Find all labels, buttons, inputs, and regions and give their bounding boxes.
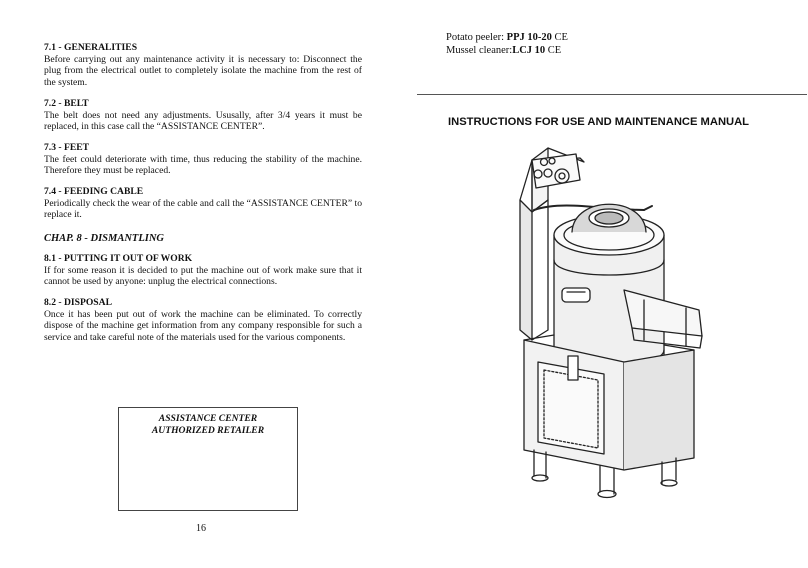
model-suffix: CE: [547, 44, 562, 56]
assistance-center-label: ASSISTANCE CENTER: [158, 413, 258, 424]
potato-peeler-illustration: [504, 140, 714, 510]
model-row: [446, 45, 568, 58]
assistance-center-box: [118, 407, 298, 511]
section-8-2: [44, 297, 362, 343]
section-heading: 7.3 - FEET: [44, 142, 90, 153]
section-8-1: [44, 253, 362, 288]
section-heading: 7.4 - FEEDING CABLE: [44, 186, 144, 197]
section-body: Before carrying out any maintenance activity it is necessary to: Disconnect the plug from the electrical outlet to completely isolate the machine from the rest of the system.: [44, 53, 362, 88]
authorized-retailer-label: AUTHORIZED RETAILER: [151, 424, 265, 436]
page-number: 16: [196, 523, 206, 534]
section-7-2: [44, 98, 362, 133]
model-list: [446, 32, 568, 57]
section-heading: 7.1 - GENERALITIES: [44, 42, 138, 53]
section-body: If for some reason it is decided to put the machine out of work make sure that it cannot be used by anyone: unplug the electrical connections.: [44, 264, 362, 288]
chapter-title: CHAP. 8 - DISMANTLING: [44, 233, 164, 244]
section-7-1: [44, 42, 362, 88]
model-label: Potato peeler:: [446, 32, 505, 43]
model-code: PPJ 10-20: [506, 32, 552, 43]
section-body: Once it has been put out of work the machine can be eliminated. To correctly dispose of the machine get information from any company responsible for such a service and take careful note of the materials used for the various components.: [44, 308, 362, 343]
header-divider: [417, 94, 807, 95]
section-heading: 8.2 - DISPOSAL: [44, 297, 112, 308]
model-label: Mussel cleaner:: [446, 44, 513, 56]
section-heading: 7.2 - BELT: [44, 98, 89, 109]
manual-title: INSTRUCTIONS FOR USE AND MAINTENANCE MANUAL: [448, 116, 750, 128]
model-suffix: CE: [554, 32, 568, 43]
model-code: LCJ 10: [512, 44, 546, 56]
model-row: [446, 32, 568, 45]
section-body: The feet could deteriorate with time, thus reducing the stability of the machine. Therefore they must be replaced.: [44, 153, 362, 177]
section-body: The belt does not need any adjustments. Ususally, after 3/4 years it must be replaced, in this case call the “ASSISTANCE CENTER”.: [44, 109, 362, 133]
section-heading: 8.1 - PUTTING IT OUT OF WORK: [44, 253, 193, 264]
section-7-3: [44, 142, 362, 177]
section-body: Periodically check the wear of the cable and call the “ASSISTANCE CENTER” to replace it.: [44, 197, 362, 221]
section-7-4: [44, 186, 362, 221]
